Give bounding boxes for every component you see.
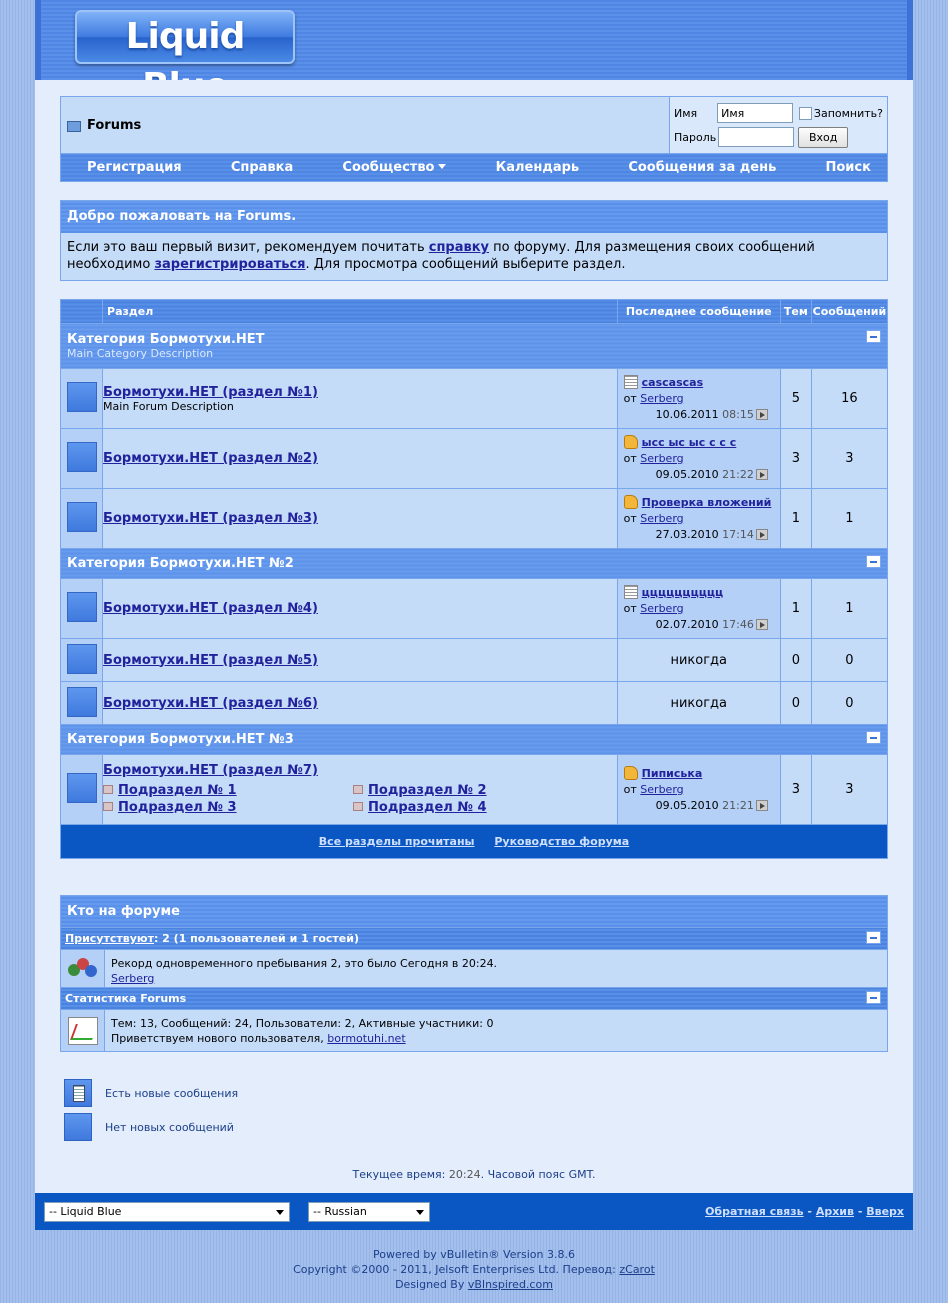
subforum-item[interactable] — [353, 799, 603, 816]
copyright-text: Copyright ©2000 - 2011, Jelsoft Enterprises Ltd. Перевод: — [293, 1263, 620, 1276]
header-icon-col — [61, 300, 103, 324]
last-post-by: от — [623, 391, 641, 405]
go-to-post-icon[interactable] — [756, 619, 768, 630]
subforum-icon — [353, 785, 363, 794]
last-post — [617, 489, 780, 549]
last-post — [617, 369, 780, 429]
users-icon — [68, 956, 98, 982]
collapse-icon[interactable] — [866, 991, 881, 1004]
welcome-text-1: Если это ваш первый визит, рекомендуем почитать — [67, 240, 429, 255]
subforum-link[interactable]: Подраздел № 3 — [118, 800, 237, 815]
go-to-post-icon[interactable] — [756, 800, 768, 811]
header-last-post: Последнее сообщение — [617, 300, 780, 324]
thumbs-up-icon — [624, 766, 638, 780]
nav-help[interactable]: Справка — [230, 160, 294, 175]
forum-status-icon — [67, 502, 97, 532]
top-link[interactable]: Вверх — [866, 1205, 904, 1218]
footer-links — [705, 1205, 904, 1218]
present-count: : 2 (1 пользователей и 1 гостей) — [153, 932, 359, 945]
nav-register[interactable]: Регистрация — [87, 160, 182, 175]
collapse-icon[interactable] — [866, 931, 881, 944]
help-link[interactable]: справку — [428, 240, 490, 255]
translator-link[interactable]: zCarot — [619, 1263, 655, 1276]
last-post-date: 09.05.2010 — [655, 467, 719, 481]
document-icon — [624, 375, 638, 389]
last-post-time: 08:15 — [722, 407, 754, 421]
forum-status-icon — [67, 592, 97, 622]
last-post-by: от — [623, 451, 641, 465]
last-post-date: 10.06.2011 — [655, 407, 719, 421]
footer-separator: - — [853, 1205, 867, 1218]
nav-community-label: Сообщество — [342, 160, 435, 175]
forum-row — [61, 369, 888, 429]
collapse-icon[interactable] — [866, 555, 881, 568]
powered-by: Powered by vBulletin® Version 3.8.6 — [373, 1248, 575, 1261]
username-label: Имя — [674, 106, 698, 120]
forum-link[interactable]: Бормотухи.НЕТ (раздел №1) — [103, 384, 318, 400]
whos-online-title: Кто на форуме — [61, 896, 887, 927]
subforum-list — [103, 782, 617, 816]
navbox — [60, 96, 888, 182]
stats-text: Тем: 13, Сообщений: 24, Пользователи: 2, Активные участники: 0 — [111, 1017, 494, 1030]
page-title: Forums — [87, 117, 142, 133]
register-link[interactable]: зарегистрироваться — [154, 257, 306, 272]
page-content — [35, 80, 913, 1193]
breadcrumb — [61, 97, 669, 153]
remember-label: Запомнить? — [813, 106, 883, 120]
page-wrapper — [35, 0, 913, 1230]
password-label: Пароль — [674, 130, 717, 144]
designed-by-text: Designed By — [395, 1278, 468, 1291]
current-time-label: Текущее время: — [352, 1168, 449, 1181]
whos-online-box — [60, 895, 888, 1052]
forum-description: Main Forum Description — [103, 399, 234, 413]
collapse-icon[interactable] — [866, 330, 881, 343]
forum-row — [61, 489, 888, 549]
navbar — [61, 153, 887, 181]
last-post-date: 27.03.2010 — [655, 527, 719, 541]
last-post-time: 21:21 — [722, 798, 754, 812]
login-button[interactable]: Вход — [798, 127, 848, 148]
subforum-icon — [353, 802, 363, 811]
forum-status-icon — [67, 687, 97, 717]
last-post-never: никогда — [617, 639, 780, 682]
table-footer — [61, 825, 888, 859]
no-new-posts-label: Нет новых сообщений — [105, 1120, 234, 1134]
nav-search[interactable]: Поиск — [825, 160, 871, 175]
online-row — [61, 949, 887, 987]
header-section: Раздел — [103, 300, 618, 324]
forum-link[interactable]: Бормотухи.НЕТ (раздел №7) — [103, 763, 318, 778]
copyright — [0, 1247, 948, 1292]
last-post-by: от — [623, 601, 641, 615]
present-link[interactable]: Присутствуют — [65, 932, 154, 945]
last-post-never: никогда — [617, 682, 780, 725]
designer-link[interactable]: vBInspired.com — [467, 1278, 553, 1291]
current-time — [60, 1168, 888, 1181]
forum-row — [61, 579, 888, 639]
thread-count: 1 — [780, 579, 811, 639]
forum-row — [61, 639, 888, 682]
site-logo[interactable]: Liquid — [75, 10, 295, 64]
thread-count: 0 — [780, 682, 811, 725]
post-count: 0 — [811, 639, 887, 682]
forum-status-icon — [67, 773, 97, 803]
go-to-post-icon[interactable] — [756, 469, 768, 480]
current-time-value: 20:24 — [448, 1168, 481, 1181]
online-subheader — [61, 927, 887, 949]
nav-calendar[interactable]: Календарь — [495, 160, 580, 175]
subforum-link[interactable]: Подраздел № 1 — [118, 783, 237, 798]
category-row — [61, 549, 888, 579]
thumbs-up-icon — [624, 435, 638, 449]
welcome-text — [61, 233, 887, 280]
last-post-by: от — [623, 782, 641, 796]
subforum-icon — [103, 802, 113, 811]
thread-count: 3 — [780, 429, 811, 489]
forum-link[interactable]: Бормотухи.НЕТ (раздел №6) — [103, 695, 318, 711]
post-count: 0 — [811, 682, 887, 725]
record-text: Рекорд одновременного пребывания 2, это было Сегодня в 20:24. — [111, 957, 498, 970]
last-post-title[interactable]: cascascas — [641, 375, 704, 389]
forum-row — [61, 755, 888, 825]
post-count: 3 — [811, 755, 887, 825]
thread-count: 3 — [780, 755, 811, 825]
welcome-title: Добро пожаловать на Forums. — [61, 201, 887, 233]
new-user-text: Приветствуем нового пользователя, — [111, 1032, 328, 1045]
last-post-by: от — [623, 511, 641, 525]
category-description: Main Category Description — [67, 347, 214, 360]
header-posts: Сообщений — [811, 300, 887, 324]
collapse-icon[interactable] — [866, 731, 881, 744]
last-post-time: 17:46 — [722, 617, 754, 631]
nav-community[interactable] — [342, 160, 446, 175]
category-row — [61, 324, 888, 369]
last-post — [617, 755, 780, 825]
username-input[interactable] — [717, 103, 793, 123]
post-count: 3 — [811, 429, 887, 489]
category-title[interactable]: Категория Бормотухи.НЕТ №2 — [67, 556, 294, 571]
forum-link[interactable]: Бормотухи.НЕТ (раздел №4) — [103, 601, 318, 616]
header-threads: Тем — [780, 300, 811, 324]
nav-todays-posts[interactable]: Сообщения за день — [628, 160, 777, 175]
new-posts-icon — [64, 1079, 92, 1107]
new-user-link[interactable]: bormotuhi.net — [327, 1032, 406, 1045]
last-post-user[interactable]: Serberg — [640, 391, 684, 405]
footer-bar — [35, 1193, 913, 1230]
stats-chart-icon — [68, 1017, 98, 1045]
thread-count: 1 — [780, 489, 811, 549]
go-to-post-icon[interactable] — [756, 409, 768, 420]
last-post-time: 17:14 — [722, 527, 754, 541]
forum-status-icon — [67, 644, 97, 674]
category-row — [61, 725, 888, 755]
subforum-item[interactable] — [353, 782, 603, 799]
last-post-title[interactable]: ысс ыс ыс с с с — [641, 435, 737, 449]
contact-link[interactable]: Обратная связь — [705, 1205, 804, 1218]
post-count: 1 — [811, 579, 887, 639]
forum-leaders-link[interactable]: Руководство форума — [494, 835, 630, 848]
category-title[interactable]: Категория Бормотухи.НЕТ №3 — [67, 732, 294, 747]
password-input[interactable] — [718, 127, 794, 147]
post-count: 1 — [811, 489, 887, 549]
mark-all-read-link[interactable]: Все разделы прочитаны — [318, 835, 475, 848]
timezone-text: . Часовой пояс GMT. — [480, 1168, 596, 1181]
header — [35, 0, 913, 80]
forum-row — [61, 682, 888, 725]
thread-count: 5 — [780, 369, 811, 429]
forum-row — [61, 429, 888, 489]
last-post-title[interactable]: цццццццццц — [641, 585, 724, 599]
welcome-box — [60, 200, 888, 281]
last-post-date: 02.07.2010 — [655, 617, 719, 631]
subforum-link[interactable]: Подраздел № 4 — [368, 800, 487, 815]
thumbs-up-icon — [624, 495, 638, 509]
forum-status-icon — [67, 382, 97, 412]
subforum-link[interactable]: Подраздел № 2 — [368, 783, 487, 798]
forum-status-icon — [67, 442, 97, 472]
stats-row — [61, 1009, 887, 1051]
last-post — [617, 429, 780, 489]
last-post-user[interactable]: Serberg — [640, 451, 684, 465]
last-post — [617, 579, 780, 639]
document-icon — [624, 585, 638, 599]
last-post-time: 21:22 — [722, 467, 754, 481]
stats-subheader — [61, 987, 887, 1009]
category-title[interactable]: Категория Бормотухи.НЕТ — [67, 332, 265, 347]
last-post-user[interactable]: Serberg — [640, 782, 684, 796]
last-post-title[interactable]: Проверка вложений — [641, 495, 772, 509]
online-user-link[interactable]: Serberg — [111, 972, 155, 985]
subforum-item[interactable] — [103, 799, 353, 816]
stats-title: Статистика Forums — [65, 992, 187, 1005]
last-post-user[interactable]: Serberg — [640, 601, 684, 615]
last-post-user[interactable]: Serberg — [640, 511, 684, 525]
thread-count: 0 — [780, 639, 811, 682]
icon-legend — [60, 1076, 888, 1144]
last-post-date: 09.05.2010 — [655, 798, 719, 812]
language-select[interactable]: -- Russian — [308, 1202, 430, 1222]
forum-link[interactable]: Бормотухи.НЕТ (раздел №2) — [103, 451, 318, 466]
remember-checkbox[interactable] — [799, 107, 812, 120]
folder-icon — [67, 121, 81, 132]
post-count: 16 — [811, 369, 887, 429]
subforum-item[interactable] — [103, 782, 353, 799]
forum-table — [60, 299, 888, 859]
forum-link[interactable]: Бормотухи.НЕТ (раздел №3) — [103, 511, 318, 526]
chevron-down-icon — [438, 164, 446, 169]
login-form — [669, 97, 887, 153]
welcome-text-2: по форуму. Для размещения своих сообщений необходимо — [67, 240, 815, 272]
footer-separator: - — [803, 1205, 816, 1218]
welcome-text-3: . Для просмотра сообщений выберите раздел. — [305, 257, 626, 272]
style-select[interactable]: -- Liquid Blue — [44, 1202, 290, 1222]
new-posts-label: Есть новые сообщения — [105, 1086, 239, 1100]
table-header — [61, 300, 888, 324]
last-post-title[interactable]: Пиписька — [641, 766, 703, 780]
forum-link[interactable]: Бормотухи.НЕТ (раздел №5) — [103, 652, 318, 668]
go-to-post-icon[interactable] — [756, 529, 768, 540]
subforum-icon — [103, 785, 113, 794]
archive-link[interactable]: Архив — [815, 1205, 854, 1218]
no-new-posts-icon — [64, 1113, 92, 1141]
